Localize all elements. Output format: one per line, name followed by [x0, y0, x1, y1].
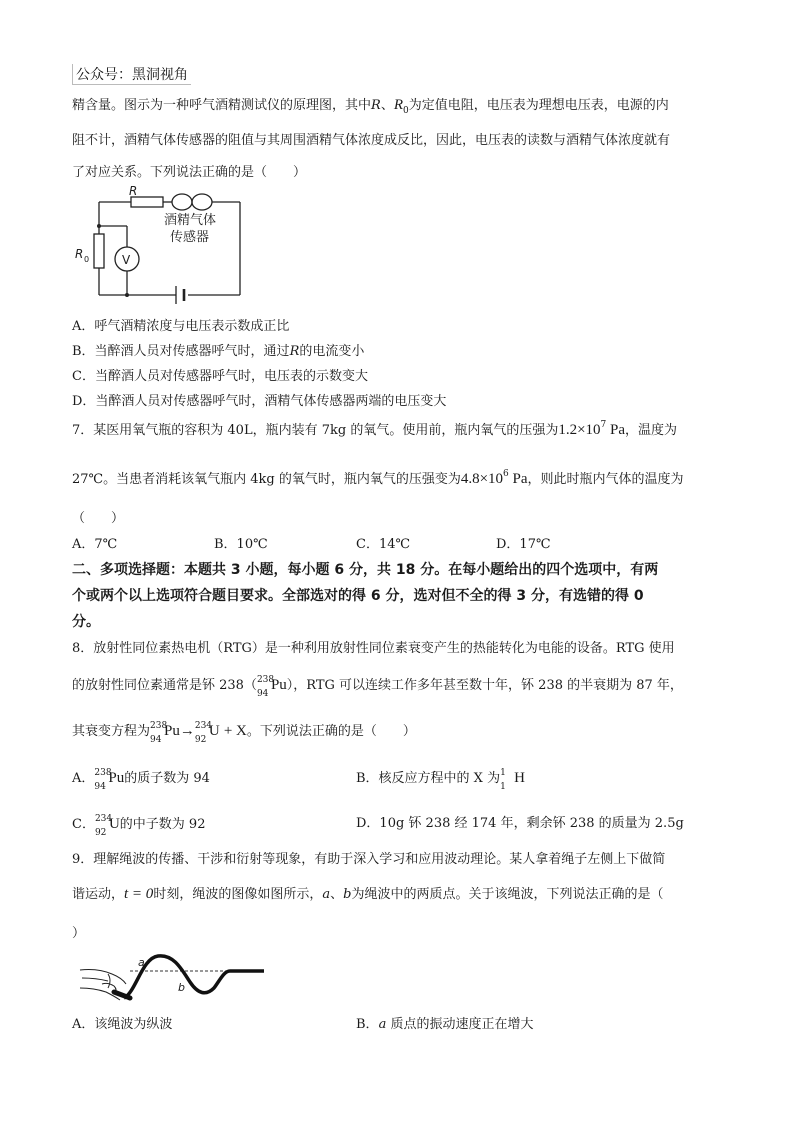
q6-option-b-text2: 的电流变小 [299, 344, 365, 359]
q9-text: 谐运动， [72, 887, 125, 902]
q8-option-a [72, 767, 210, 792]
label-r0: R [75, 247, 84, 261]
q9-text: 时刻，绳波的图像如图所示， [153, 887, 323, 902]
q6-r0-symbol: R [393, 97, 403, 113]
option-label: C． [72, 817, 95, 832]
isotope-u [194, 720, 213, 745]
point-a: a [378, 1017, 387, 1032]
q6-text: 为定值电阻，电压表为理想电压表，电源的内 [408, 98, 669, 113]
isotope-u [94, 813, 113, 838]
section2-line3: 分。 [72, 614, 100, 630]
mass-number: 238 [256, 674, 275, 685]
q9-option-a: A．该绳波为纵波 [72, 1017, 173, 1032]
q7-stem-line3: （ ） [72, 511, 125, 526]
q6-stem-line1 [72, 96, 669, 116]
label-r: R [129, 186, 138, 198]
atomic-number: 94 [94, 781, 106, 792]
circuit-diagram [72, 186, 252, 304]
q6-text: 、 [380, 98, 394, 113]
label-a: a [138, 956, 145, 969]
q6-text: 精含量。图示为一种呼气酒精测试仪的原理图，其中 [72, 98, 372, 113]
q7-text: ，温度为 [625, 423, 678, 438]
plus-x: + X [223, 723, 247, 739]
resistor-r0 [94, 234, 104, 268]
atomic-number: 1 [500, 781, 506, 792]
q8-text: ），RTG 可以连续工作多年甚至数十年，钚 238 的半衰期为 87 年， [286, 678, 683, 693]
q8-option-d: D．10g 钚 238 经 174 年，剩余钚 238 的质量为 2.5g [356, 816, 684, 831]
q8-text: 的放射性同位素通常是钚 238（ [72, 678, 257, 693]
q9-text: 为绳波中的两质点。关于该绳波，下列说法正确的是（ [351, 887, 664, 902]
arrow: → [179, 723, 195, 739]
label-v: V [122, 253, 131, 267]
mass-number: 1 [500, 767, 506, 778]
isotope-pu [256, 674, 275, 699]
option-label: A． [72, 771, 95, 786]
q7-pressure-1-unit: Pa [606, 422, 626, 438]
q8-option-c [72, 813, 206, 838]
q7-option-d: D．17℃ [496, 537, 551, 552]
q9-option-b [356, 1016, 533, 1034]
q7-text: 27℃。当患者消耗该氧气瓶内 4kg 的氧气时，瓶内氧气的压强变为 [72, 472, 461, 487]
atomic-number: 92 [194, 734, 207, 745]
q9-stem-line1: 9．理解绳波的传播、干涉和衍射等现象，有助于深入学习和应用波动理论。某人拿着绳子左侧上下做简 [72, 852, 666, 867]
symbol-h: H [514, 770, 525, 786]
section2-line2: 个或两个以上选项符合题目要求。全部选对的得 6 分，选对但不全的得 3 分，有选错的得 0 [72, 588, 644, 604]
q8-stem-line2 [72, 674, 683, 699]
option-text: 质点的振动速度正在增大 [386, 1017, 534, 1032]
q6-option-b-r: R [289, 344, 300, 359]
q6-option-b [72, 343, 364, 361]
watermark: 公众号：黑洞视角 [72, 64, 191, 85]
mass-number: 234 [94, 813, 113, 824]
q7-option-b: B．10℃ [214, 537, 268, 552]
q7-pressure-2: 4.8×10 [460, 471, 504, 487]
rope-wave-figure [78, 948, 270, 1008]
q9-stem-line3: ） [72, 926, 86, 941]
t-equals-zero: t = 0 [124, 886, 154, 902]
isotope-pu [94, 767, 112, 792]
q7-stem-line2 [72, 470, 684, 490]
q7-pressure-1-exp: 7 [600, 420, 607, 430]
label-r0-sub: 0 [84, 255, 90, 264]
symbol-u: U [208, 723, 220, 739]
q6-stem-line2: 阻不计，酒精气体传感器的阻值与其周围酒精气体浓度成反比，因此，电压表的读数与酒精气体浓度就有 [72, 133, 671, 148]
isotope-h [500, 767, 514, 792]
mass-number: 234 [194, 720, 213, 731]
q6-r-symbol: R [371, 98, 381, 113]
q7-option-c: C．14℃ [356, 537, 411, 552]
option-text: B．核反应方程中的 X 为 [356, 771, 501, 786]
q9-stem-line2 [72, 885, 663, 904]
resistor-r [131, 197, 163, 207]
q8-stem-line3 [72, 720, 416, 745]
q6-option-d: D．当醉酒人员对传感器呼气时，酒精气体传感器两端的电压变大 [72, 394, 447, 409]
symbol-pu: Pu [108, 770, 125, 786]
point-b: b [343, 887, 352, 902]
q7-pressure-2-unit: Pa [508, 471, 528, 487]
q7-stem-line1 [72, 421, 677, 441]
option-text: 的中子数为 92 [119, 817, 206, 832]
point-a: a [322, 887, 331, 902]
symbol-pu: Pu [164, 723, 180, 739]
mass-number: 238 [150, 720, 168, 731]
q6-r0-sub: 0 [403, 106, 409, 116]
q8-text: 。下列说法正确的是（ ） [246, 724, 416, 739]
wave-curve [124, 956, 264, 998]
q7-pressure-1: 1.2×10 [558, 422, 601, 438]
q6-option-a: A．呼气酒精浓度与电压表示数成正比 [72, 319, 290, 334]
section2-line1: 二、多项选择题：本题共 3 小题，每小题 6 分，共 18 分。在每小题给出的四个选项中，有两 [72, 562, 659, 578]
atomic-number: 92 [94, 827, 107, 838]
q8-stem-line1: 8．放射性同位素热电机（RTG）是一种利用放射性同位素衰变产生的热能转化为电能的设备。RTG 使用 [72, 641, 675, 656]
symbol-u: U [108, 816, 120, 832]
atomic-number: 94 [150, 734, 162, 745]
option-text: 的质子数为 94 [124, 771, 210, 786]
q7-option-a: A．7℃ [72, 537, 118, 552]
q7-text: 7．某医用氧气瓶的容积为 40L，瓶内装有 7kg 的氧气。使用前，瓶内氧气的压强为 [72, 423, 559, 438]
q7-text: ，则此时瓶内气体的温度为 [527, 472, 684, 487]
isotope-pu [150, 720, 168, 745]
sensor-label-2: 传感器 [170, 230, 210, 245]
symbol-pu: Pu [270, 677, 287, 693]
q8-text: 其衰变方程为 [72, 724, 151, 739]
q6-stem-line3: 了对应关系。下列说法正确的是（ ） [72, 165, 307, 180]
q8-option-b [356, 767, 525, 792]
sensor-label-1: 酒精气体 [164, 213, 217, 228]
mass-number: 238 [94, 767, 112, 778]
label-b: b [178, 981, 185, 994]
q7-pressure-2-exp: 6 [503, 469, 509, 479]
option-label: B． [356, 1017, 379, 1032]
atomic-number: 94 [256, 688, 269, 699]
q6-option-c: C．当醉酒人员对传感器呼气时，电压表的示数变大 [72, 369, 368, 384]
q9-text: 、 [330, 887, 344, 902]
q6-option-b-text: B．当醉酒人员对传感器呼气时，通过 [72, 344, 290, 359]
